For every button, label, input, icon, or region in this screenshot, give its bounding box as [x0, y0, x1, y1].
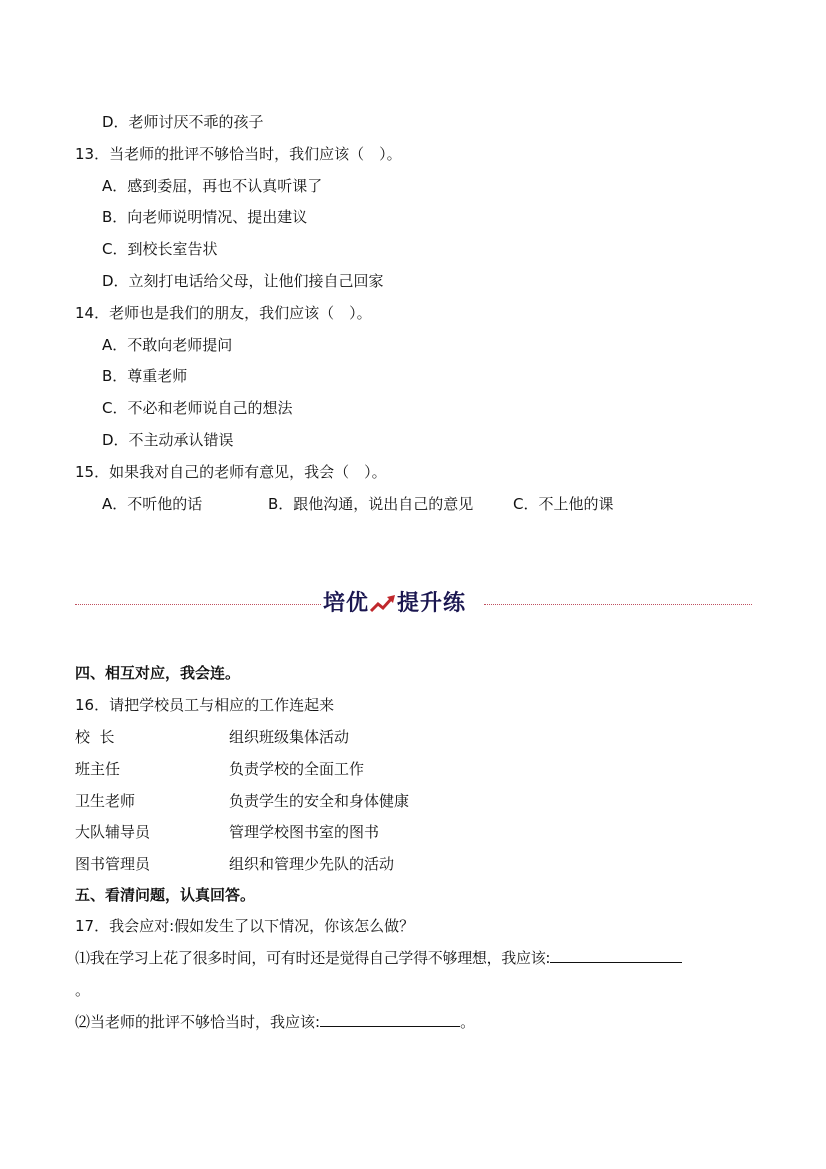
staff-item: 班主任 — [75, 760, 121, 778]
q14-option-b: B．尊重老师 — [102, 367, 188, 385]
banner-divider-right — [484, 604, 752, 605]
q17-part2 — [75, 1012, 475, 1032]
q12-option-d: D．老师讨厌不乖的孩子 — [102, 113, 264, 131]
q14-option-c: C．不必和老师说自己的想法 — [102, 399, 293, 417]
q15-option-a: A．不听他的话 — [102, 495, 203, 513]
banner-text-right: 提升练 — [397, 591, 467, 616]
q14-stem: 14．老师也是我们的朋友，我们应该（ ）。 — [75, 304, 372, 322]
duty-item: 组织和管理少先队的活动 — [229, 855, 395, 873]
section5-title: 五、看清问题，认真回答。 — [75, 886, 256, 904]
banner-divider-left — [75, 604, 321, 605]
q17-part2-text: ⑵当老师的批评不够恰当时，我应该: — [75, 1013, 321, 1031]
q17-part1-text: ⑴我在学习上花了很多时间，可有时还是觉得自己学得不够理想，我应该: — [75, 949, 551, 967]
answer-blank-1[interactable] — [550, 948, 682, 963]
q15-stem: 15．如果我对自己的老师有意见，我会（ ）。 — [75, 463, 387, 481]
q17-part1 — [75, 948, 682, 968]
section-banner — [323, 590, 466, 618]
q17-part1-end: 。 — [75, 981, 91, 999]
q14-option-a: A．不敢向老师提问 — [102, 336, 233, 354]
banner-text-left: 培优 — [323, 591, 370, 616]
q14-option-d: D．不主动承认错误 — [102, 431, 234, 449]
duty-item: 管理学校图书室的图书 — [229, 823, 380, 841]
q13-option-d: D．立刻打电话给父母，让他们接自己回家 — [102, 272, 384, 290]
q13-option-a: A．感到委屈，再也不认真听课了 — [102, 177, 323, 195]
q16-stem: 16．请把学校员工与相应的工作连起来 — [75, 696, 335, 714]
staff-item: 图书管理员 — [75, 855, 151, 873]
duty-item: 负责学校的全面工作 — [229, 760, 365, 778]
trend-arrow-icon — [370, 594, 396, 614]
q15-option-b: B．跟他沟通，说出自己的意见 — [268, 495, 474, 513]
answer-blank-2[interactable] — [320, 1012, 460, 1027]
section4-title: 四、相互对应，我会连。 — [75, 664, 241, 682]
q13-option-b: B．向老师说明情况、提出建议 — [102, 208, 308, 226]
staff-item: 卫生老师 — [75, 792, 136, 810]
q17-stem: 17．我会应对:假如发生了以下情况，你该怎么做？ — [75, 917, 415, 935]
q13-stem: 13．当老师的批评不够恰当时，我们应该（ ）。 — [75, 145, 402, 163]
duty-item: 负责学生的安全和身体健康 — [229, 792, 410, 810]
staff-item: 校 长 — [75, 728, 115, 746]
q15-option-c: C．不上他的课 — [513, 495, 614, 513]
q17-part2-end: 。 — [460, 1013, 476, 1031]
q13-option-c: C．到校长室告状 — [102, 240, 218, 258]
duty-item: 组织班级集体活动 — [229, 728, 350, 746]
staff-item: 大队辅导员 — [75, 823, 151, 841]
